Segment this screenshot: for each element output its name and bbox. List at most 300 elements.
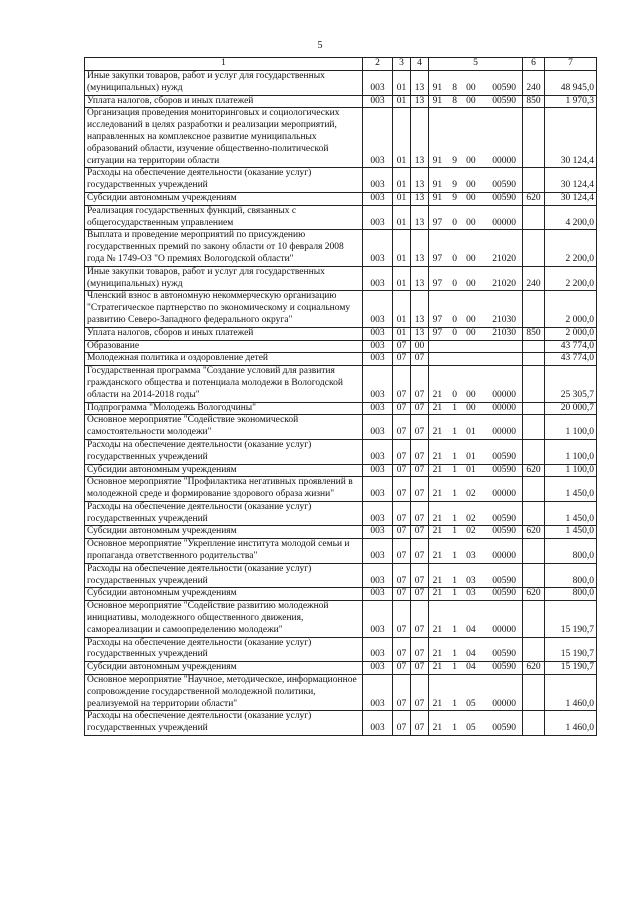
target-article-part: 21	[432, 389, 443, 400]
row-name: Членский взнос в автономную некоммерческую организацию "Стратегическое партнерство по экономическому и социальному развитию Северо-Западного федерального округа"	[85, 291, 363, 327]
row-target-article	[429, 526, 523, 539]
header-cell-3: 3	[393, 58, 411, 71]
row-subsection-code: 07	[411, 415, 429, 440]
row-target-article	[429, 662, 523, 675]
row-ministry-code: 003	[363, 230, 393, 266]
target-article-part: 21	[432, 526, 443, 537]
row-ministry-code: 003	[363, 675, 393, 711]
row-target-article	[429, 108, 523, 168]
row-expense-type	[523, 291, 545, 327]
target-article-part: 00000	[492, 489, 516, 500]
table-row	[85, 291, 597, 327]
header-row	[85, 58, 597, 71]
row-target-article	[429, 439, 523, 464]
row-section-code: 07	[393, 675, 411, 711]
row-section-code: 01	[393, 95, 411, 108]
row-ministry-code: 003	[363, 291, 393, 327]
target-article-part: 8	[452, 82, 457, 93]
row-expense-type: 240	[523, 71, 545, 96]
row-ministry-code: 003	[363, 526, 393, 539]
row-section-code: 07	[393, 415, 411, 440]
row-name: Молодежная политика и оздоровление детей	[85, 353, 363, 366]
table-row	[85, 353, 597, 366]
row-expense-type	[523, 366, 545, 402]
row-expense-type	[523, 675, 545, 711]
row-section-code: 07	[393, 439, 411, 464]
row-name: Субсидии автономным учреждениям	[85, 464, 363, 477]
target-article-part: 03	[466, 588, 476, 599]
row-amount: 2 000,0	[545, 327, 597, 340]
target-article-part: 00590	[492, 464, 516, 475]
row-amount: 48 945,0	[545, 71, 597, 96]
target-article-part: 21	[432, 551, 443, 562]
row-target-article	[429, 327, 523, 340]
row-name: Расходы на обеспечение деятельности (оказание услуг) государственных учреждений	[85, 637, 363, 662]
row-subsection-code: 07	[411, 601, 429, 637]
table-row	[85, 192, 597, 205]
target-article-part: 00000	[492, 551, 516, 562]
row-target-article	[429, 205, 523, 230]
target-article-part: 21	[432, 575, 443, 586]
row-target-article	[429, 291, 523, 327]
row-expense-type	[523, 539, 545, 564]
target-article-part: 04	[466, 624, 476, 635]
row-expense-type	[523, 563, 545, 588]
row-target-article	[429, 501, 523, 526]
row-subsection-code: 13	[411, 205, 429, 230]
target-article-part: 00	[466, 217, 476, 228]
row-amount: 30 124,4	[545, 108, 597, 168]
row-ministry-code: 003	[363, 439, 393, 464]
table-row	[85, 637, 597, 662]
target-article-part: 21	[432, 402, 443, 413]
row-ministry-code: 003	[363, 95, 393, 108]
row-ministry-code: 003	[363, 71, 393, 96]
header-cell-1: 1	[85, 58, 363, 71]
target-article-part: 00000	[492, 155, 516, 166]
target-article-part: 00	[466, 180, 476, 191]
row-section-code: 01	[393, 230, 411, 266]
target-article-part: 1	[452, 662, 457, 673]
row-section-code: 07	[393, 539, 411, 564]
row-ministry-code: 003	[363, 588, 393, 601]
target-article-part: 05	[466, 723, 476, 734]
target-article-part: 1	[452, 588, 457, 599]
target-article-part: 0	[452, 278, 457, 289]
row-section-code: 07	[393, 588, 411, 601]
table-row	[85, 168, 597, 193]
target-article-part: 01	[466, 464, 476, 475]
target-article-part: 21	[432, 698, 443, 709]
row-expense-type: 850	[523, 327, 545, 340]
target-article-part: 1	[452, 698, 457, 709]
target-article-part: 91	[432, 180, 443, 191]
row-expense-type: 850	[523, 95, 545, 108]
row-subsection-code: 13	[411, 291, 429, 327]
row-ministry-code: 003	[363, 108, 393, 168]
target-article-part: 1	[452, 489, 457, 500]
target-article-part: 00	[466, 155, 476, 166]
row-subsection-code: 07	[411, 526, 429, 539]
target-article-part: 1	[452, 575, 457, 586]
row-section-code: 07	[393, 340, 411, 353]
row-expense-type	[523, 205, 545, 230]
table-row	[85, 439, 597, 464]
target-article-part: 21	[432, 662, 443, 673]
target-article-part: 21	[432, 489, 443, 500]
row-expense-type	[523, 477, 545, 502]
row-amount: 30 124,4	[545, 168, 597, 193]
row-expense-type	[523, 501, 545, 526]
row-name: Реализация государственных функций, связанных с общегосударственным управлением	[85, 205, 363, 230]
row-target-article	[429, 353, 523, 366]
target-article-part: 0	[452, 389, 457, 400]
target-article-part: 0	[452, 253, 457, 264]
row-ministry-code: 003	[363, 501, 393, 526]
row-expense-type: 620	[523, 662, 545, 675]
table-row	[85, 340, 597, 353]
target-article-part: 01	[466, 427, 476, 438]
row-section-code: 07	[393, 464, 411, 477]
target-article-part: 97	[432, 217, 443, 228]
row-target-article	[429, 477, 523, 502]
row-target-article	[429, 415, 523, 440]
row-name: Субсидии автономным учреждениям	[85, 662, 363, 675]
table-row	[85, 563, 597, 588]
target-article-part: 02	[466, 513, 476, 524]
row-section-code: 01	[393, 205, 411, 230]
target-article-part: 1	[452, 402, 457, 413]
header-cell-6: 6	[523, 58, 545, 71]
budget-table	[84, 57, 597, 736]
row-amount: 1 100,0	[545, 415, 597, 440]
target-article-part: 00000	[492, 698, 516, 709]
target-article-part: 97	[432, 327, 443, 338]
row-name: Основное мероприятие "Научное, методическое, информационное сопровождение государственной молодежной политики, реализуемой на территории области"	[85, 675, 363, 711]
row-target-article	[429, 95, 523, 108]
row-section-code: 01	[393, 291, 411, 327]
table-row	[85, 711, 597, 736]
row-section-code: 01	[393, 192, 411, 205]
row-section-code: 07	[393, 366, 411, 402]
target-article-part: 01	[466, 451, 476, 462]
target-article-part: 21	[432, 451, 443, 462]
target-article-part: 21	[432, 588, 443, 599]
row-amount: 15 190,7	[545, 662, 597, 675]
table-row	[85, 230, 597, 266]
row-ministry-code: 003	[363, 662, 393, 675]
target-article-part: 1	[452, 624, 457, 635]
row-name: Основное мероприятие "Содействие экономической самостоятельности молодежи"	[85, 415, 363, 440]
row-name: Основное мероприятие "Укрепление института молодой семьи и пропаганда ответственного родительства"	[85, 539, 363, 564]
target-article-part: 04	[466, 662, 476, 673]
row-subsection-code: 07	[411, 353, 429, 366]
table-row	[85, 675, 597, 711]
row-expense-type	[523, 637, 545, 662]
target-article-part: 00000	[492, 389, 516, 400]
row-name: Образование	[85, 340, 363, 353]
row-section-code: 07	[393, 353, 411, 366]
target-article-part: 04	[466, 649, 476, 660]
row-expense-type	[523, 340, 545, 353]
table-row	[85, 205, 597, 230]
row-ministry-code: 003	[363, 402, 393, 415]
row-ministry-code: 003	[363, 563, 393, 588]
row-amount: 800,0	[545, 539, 597, 564]
row-subsection-code: 13	[411, 192, 429, 205]
target-article-part: 1	[452, 649, 457, 660]
target-article-part: 00590	[492, 662, 516, 673]
row-expense-type: 620	[523, 588, 545, 601]
row-expense-type	[523, 415, 545, 440]
row-subsection-code: 00	[411, 340, 429, 353]
header-cell-2: 2	[363, 58, 393, 71]
row-section-code: 07	[393, 477, 411, 502]
row-name: Субсидии автономным учреждениям	[85, 588, 363, 601]
row-section-code: 01	[393, 327, 411, 340]
table-row	[85, 415, 597, 440]
row-subsection-code: 07	[411, 563, 429, 588]
row-amount: 43 774,0	[545, 340, 597, 353]
row-target-article	[429, 675, 523, 711]
row-expense-type: 620	[523, 526, 545, 539]
target-article-part: 00000	[492, 427, 516, 438]
row-name: Иные закупки товаров, работ и услуг для государственных (муниципальных) нужд	[85, 266, 363, 291]
row-target-article	[429, 563, 523, 588]
target-article-part: 00	[466, 253, 476, 264]
row-section-code: 07	[393, 402, 411, 415]
row-subsection-code: 13	[411, 108, 429, 168]
target-article-part: 21	[432, 624, 443, 635]
row-expense-type: 620	[523, 192, 545, 205]
row-name: Расходы на обеспечение деятельности (оказание услуг) государственных учреждений	[85, 563, 363, 588]
row-target-article	[429, 340, 523, 353]
row-subsection-code: 07	[411, 637, 429, 662]
row-target-article	[429, 230, 523, 266]
target-article-part: 05	[466, 698, 476, 709]
row-expense-type	[523, 402, 545, 415]
table-row	[85, 327, 597, 340]
target-article-part: 97	[432, 314, 443, 325]
row-subsection-code: 07	[411, 588, 429, 601]
row-amount: 20 000,7	[545, 402, 597, 415]
row-target-article	[429, 168, 523, 193]
table-row	[85, 588, 597, 601]
target-article-part: 21020	[492, 253, 516, 264]
row-ministry-code: 003	[363, 637, 393, 662]
row-amount: 800,0	[545, 588, 597, 601]
target-article-part: 8	[452, 95, 457, 106]
row-name: Подпрограмма "Молодежь Вологодчины"	[85, 402, 363, 415]
target-article-part: 00	[466, 82, 476, 93]
row-name: Субсидии автономным учреждениям	[85, 192, 363, 205]
target-article-part: 00590	[492, 723, 516, 734]
target-article-part: 1	[452, 526, 457, 537]
target-article-part: 1	[452, 427, 457, 438]
row-section-code: 07	[393, 711, 411, 736]
row-subsection-code: 13	[411, 327, 429, 340]
target-article-part: 00000	[492, 624, 516, 635]
row-expense-type	[523, 108, 545, 168]
target-article-part: 00590	[492, 526, 516, 537]
target-article-part: 03	[466, 551, 476, 562]
row-expense-type	[523, 601, 545, 637]
row-target-article	[429, 402, 523, 415]
row-subsection-code: 07	[411, 402, 429, 415]
row-name: Выплата и проведение мероприятий по присуждению государственных премий по закону области от 10 февраля 2008 года № 1749-ОЗ "О премиях Вологодской области"	[85, 230, 363, 266]
row-ministry-code: 003	[363, 539, 393, 564]
header-cell-7: 7	[545, 58, 597, 71]
target-article-part: 00000	[492, 402, 516, 413]
row-amount: 4 200,0	[545, 205, 597, 230]
target-article-part: 9	[452, 155, 457, 166]
target-article-part: 9	[452, 180, 457, 191]
row-ministry-code: 003	[363, 340, 393, 353]
target-article-part: 97	[432, 278, 443, 289]
row-amount: 2 200,0	[545, 230, 597, 266]
row-name: Иные закупки товаров, работ и услуг для государственных (муниципальных) нужд	[85, 71, 363, 96]
target-article-part: 00	[466, 314, 476, 325]
target-article-part: 03	[466, 575, 476, 586]
target-article-part: 00590	[492, 513, 516, 524]
target-article-part: 00590	[492, 180, 516, 191]
table-row	[85, 108, 597, 168]
target-article-part: 21030	[492, 314, 516, 325]
row-amount: 30 124,4	[545, 192, 597, 205]
row-section-code: 01	[393, 108, 411, 168]
target-article-part: 0	[452, 217, 457, 228]
row-name: Организация проведения мониторинговых и социологических исследований в целях разработки и реализации мероприятий, направленных на комплексное развитие муниципальных образований области, изучение общественно-политической ситуации на территории области	[85, 108, 363, 168]
target-article-part: 00590	[492, 192, 516, 203]
table-row	[85, 526, 597, 539]
row-subsection-code: 07	[411, 439, 429, 464]
table-row	[85, 464, 597, 477]
row-amount: 1 450,0	[545, 526, 597, 539]
row-subsection-code: 13	[411, 266, 429, 291]
target-article-part: 91	[432, 82, 443, 93]
target-article-part: 21030	[492, 327, 516, 338]
row-subsection-code: 07	[411, 539, 429, 564]
target-article-part: 00	[466, 402, 476, 413]
table-row	[85, 71, 597, 96]
row-section-code: 07	[393, 563, 411, 588]
header-cell-4: 4	[411, 58, 429, 71]
row-target-article	[429, 366, 523, 402]
row-ministry-code: 003	[363, 477, 393, 502]
row-amount: 1 460,0	[545, 711, 597, 736]
row-amount: 800,0	[545, 563, 597, 588]
row-name: Субсидии автономным учреждениям	[85, 526, 363, 539]
target-article-part: 1	[452, 464, 457, 475]
target-article-part: 00590	[492, 451, 516, 462]
table-row	[85, 366, 597, 402]
table-row	[85, 501, 597, 526]
row-name: Государственная программа "Создание условий для развития гражданского общества и потенциала молодежи в Вологодской области на 2014-2018 годы"	[85, 366, 363, 402]
target-article-part: 00	[466, 327, 476, 338]
target-article-part: 1	[452, 513, 457, 524]
target-article-part: 21020	[492, 278, 516, 289]
target-article-part: 21	[432, 464, 443, 475]
row-target-article	[429, 464, 523, 477]
row-expense-type	[523, 439, 545, 464]
row-target-article	[429, 711, 523, 736]
table-row	[85, 266, 597, 291]
row-name: Основное мероприятие "Содействие развитию молодежной инициативы, молодежного общественного движения, самореализации и самоопределению молодежи"	[85, 601, 363, 637]
target-article-part: 00000	[492, 217, 516, 228]
target-article-part: 00	[466, 95, 476, 106]
target-article-part: 00	[466, 192, 476, 203]
row-subsection-code: 13	[411, 168, 429, 193]
target-article-part: 02	[466, 489, 476, 500]
target-article-part: 1	[452, 551, 457, 562]
target-article-part: 91	[432, 192, 443, 203]
row-target-article	[429, 71, 523, 96]
row-ministry-code: 003	[363, 353, 393, 366]
row-section-code: 01	[393, 266, 411, 291]
row-amount: 2 000,0	[545, 291, 597, 327]
row-subsection-code: 13	[411, 71, 429, 96]
target-article-part: 00590	[492, 588, 516, 599]
row-subsection-code: 07	[411, 675, 429, 711]
row-name: Основное мероприятие "Профилактика негативных проявлений в молодежной среде и формирование здорового образа жизни"	[85, 477, 363, 502]
target-article-part: 00	[466, 278, 476, 289]
row-amount: 1 970,3	[545, 95, 597, 108]
row-name: Уплата налогов, сборов и иных платежей	[85, 327, 363, 340]
row-target-article	[429, 266, 523, 291]
target-article-part: 00590	[492, 95, 516, 106]
row-ministry-code: 003	[363, 168, 393, 193]
target-article-part: 21	[432, 513, 443, 524]
row-expense-type: 240	[523, 266, 545, 291]
row-amount: 1 100,0	[545, 464, 597, 477]
row-subsection-code: 07	[411, 662, 429, 675]
row-target-article	[429, 588, 523, 601]
row-expense-type: 620	[523, 464, 545, 477]
row-name: Расходы на обеспечение деятельности (оказание услуг) государственных учреждений	[85, 439, 363, 464]
row-ministry-code: 003	[363, 266, 393, 291]
row-ministry-code: 003	[363, 601, 393, 637]
row-amount: 1 460,0	[545, 675, 597, 711]
row-section-code: 07	[393, 662, 411, 675]
row-target-article	[429, 539, 523, 564]
row-section-code: 07	[393, 637, 411, 662]
row-section-code: 07	[393, 526, 411, 539]
table-row	[85, 402, 597, 415]
target-article-part: 00590	[492, 82, 516, 93]
row-amount: 25 305,7	[545, 366, 597, 402]
row-ministry-code: 003	[363, 366, 393, 402]
target-article-part: 02	[466, 526, 476, 537]
table-row	[85, 601, 597, 637]
row-amount: 15 190,7	[545, 637, 597, 662]
row-name: Расходы на обеспечение деятельности (оказание услуг) государственных учреждений	[85, 501, 363, 526]
row-target-article	[429, 192, 523, 205]
target-article-part: 21	[432, 723, 443, 734]
row-section-code: 01	[393, 71, 411, 96]
row-subsection-code: 13	[411, 95, 429, 108]
row-subsection-code: 07	[411, 711, 429, 736]
row-subsection-code: 07	[411, 464, 429, 477]
table-row	[85, 539, 597, 564]
table-row	[85, 477, 597, 502]
target-article-part: 00590	[492, 575, 516, 586]
row-amount: 1 450,0	[545, 477, 597, 502]
row-ministry-code: 003	[363, 327, 393, 340]
row-expense-type	[523, 230, 545, 266]
row-section-code: 01	[393, 168, 411, 193]
target-article-part: 1	[452, 723, 457, 734]
row-ministry-code: 003	[363, 205, 393, 230]
